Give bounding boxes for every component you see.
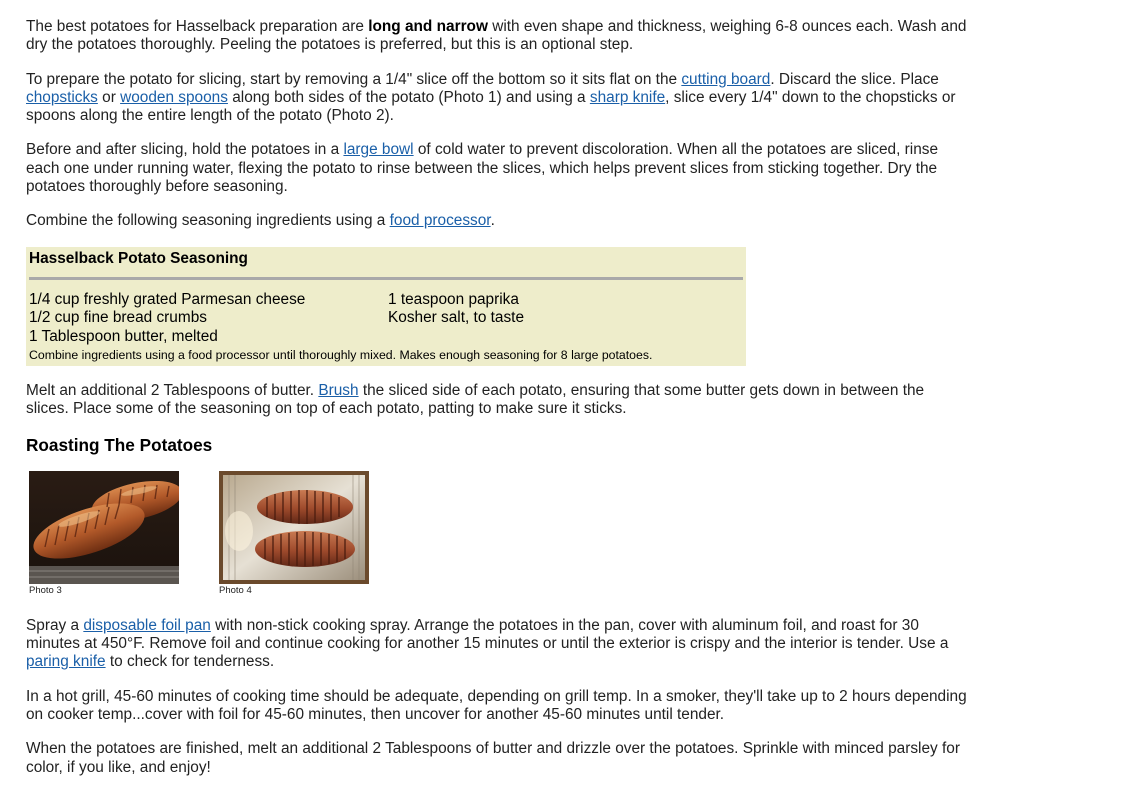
ingredient-item xyxy=(388,328,728,347)
paragraph-soaking xyxy=(26,141,971,196)
link-chopsticks[interactable]: chopsticks xyxy=(26,88,98,106)
ingredient-list xyxy=(26,291,746,347)
seasoning-box-title: Hasselback Potato Seasoning xyxy=(29,249,248,267)
paragraph-grill-smoker: In a hot grill, 45-60 minutes of cooking time should be adequate, depending on grill temp. In a smoker, they'll take up to 2 hours depending on cooker temp...cover with foil for 45-60 minutes, then uncover for another 45-60 minutes until tender. xyxy=(26,687,967,723)
link-cutting-board[interactable]: cutting board xyxy=(681,70,771,88)
text: To prepare the potato for slicing, start by removing a 1/4" slice off the bottom so it sits flat on the xyxy=(26,70,682,88)
ingredient-item: 1/2 cup fine bread crumbs xyxy=(29,309,207,327)
text: The best potatoes for Hasselback preparation are xyxy=(26,18,369,35)
bold-text: long and narrow xyxy=(368,18,488,35)
ingredient-item: 1 teaspoon paprika xyxy=(388,290,519,308)
link-large-bowl[interactable]: large bowl xyxy=(343,141,414,159)
potatoes-in-oven-image xyxy=(29,471,179,584)
text: of cold water to prevent discoloration. When all the potatoes are sliced, rinse each one under running water, flexing the potato to rinse between the slices, which helps prevent slices from sticking together. Dry the potatoes thoroughly before seasoning. xyxy=(26,141,939,196)
link-brush[interactable]: Brush xyxy=(318,382,359,400)
text: . Discard the slice. Place xyxy=(770,70,939,88)
text: with even shape and thickness, weighing 6-8 ounces each. Wash and dry the potatoes thoroughly. Peeling the potatoes is preferred, but this is an optional step. xyxy=(26,18,967,54)
text: with non-stick cooking spray. Arrange the potatoes in the pan, cover with aluminum foil, and roast for 30 minutes at 450°F. Remove foil and continue cooking for another 15 minutes or until the exterior is crispy and the interior is tender. Use a xyxy=(26,616,949,653)
text: Spray a xyxy=(26,616,84,634)
link-sharp-knife[interactable]: sharp knife xyxy=(589,88,666,106)
paragraph-potato-selection xyxy=(26,18,971,55)
photo-caption: Photo 3 xyxy=(29,584,62,596)
paragraph-slicing xyxy=(26,71,971,126)
divider xyxy=(29,277,743,280)
text: Combine the following seasoning ingredients using a xyxy=(26,212,390,230)
text: the sliced side of each potato, ensuring that some butter gets down in between the slices. Place some of the seasoning on top of each potato, patting to make sure it sticks. xyxy=(26,382,925,418)
section-title-roasting: Roasting The Potatoes xyxy=(26,434,213,455)
seasoning-note: Combine ingredients using a food processor until thoroughly mixed. Makes enough seasoning for 8 large potatoes. xyxy=(29,348,653,363)
text: to check for tenderness. xyxy=(105,653,275,671)
paragraph-butter xyxy=(26,382,971,419)
link-disposable-foil-pan[interactable]: disposable foil pan xyxy=(83,616,211,634)
seasoning-recipe-box xyxy=(26,247,746,367)
text: , slice every 1/4" down to the chopsticks or spoons along the entire length of the potato (Photo 2). xyxy=(26,88,956,125)
photo-3[interactable] xyxy=(29,471,179,597)
link-wooden-spoons[interactable]: wooden spoons xyxy=(120,88,228,106)
paragraph-roasting xyxy=(26,617,971,672)
photo-4[interactable] xyxy=(219,471,369,597)
text: along both sides of the potato (Photo 1) and using a xyxy=(227,88,590,106)
paragraph-finishing: When the potatoes are finished, melt an additional 2 Tablespoons of butter and drizzle over the potatoes. Sprinkle with minced parsley for color, if you like, and enjoy! xyxy=(26,740,960,776)
photo-caption: Photo 4 xyxy=(219,584,252,596)
link-paring-knife[interactable]: paring knife xyxy=(26,653,106,671)
ingredient-item: Kosher salt, to taste xyxy=(388,309,525,327)
text: or xyxy=(97,88,121,106)
ingredient-item: 1 Tablespoon butter, melted xyxy=(29,327,218,345)
text: Before and after slicing, hold the potatoes in a xyxy=(26,141,344,159)
article-body xyxy=(26,18,971,793)
text: . xyxy=(490,212,495,230)
link-food-processor[interactable]: food processor xyxy=(389,212,491,230)
photo-gallery xyxy=(26,471,971,597)
text: Melt an additional 2 Tablespoons of butter. xyxy=(26,382,319,400)
potatoes-in-foil-pan-image xyxy=(219,471,369,584)
ingredient-item: 1/4 cup freshly grated Parmesan cheese xyxy=(29,290,306,308)
paragraph-combine xyxy=(26,212,971,230)
